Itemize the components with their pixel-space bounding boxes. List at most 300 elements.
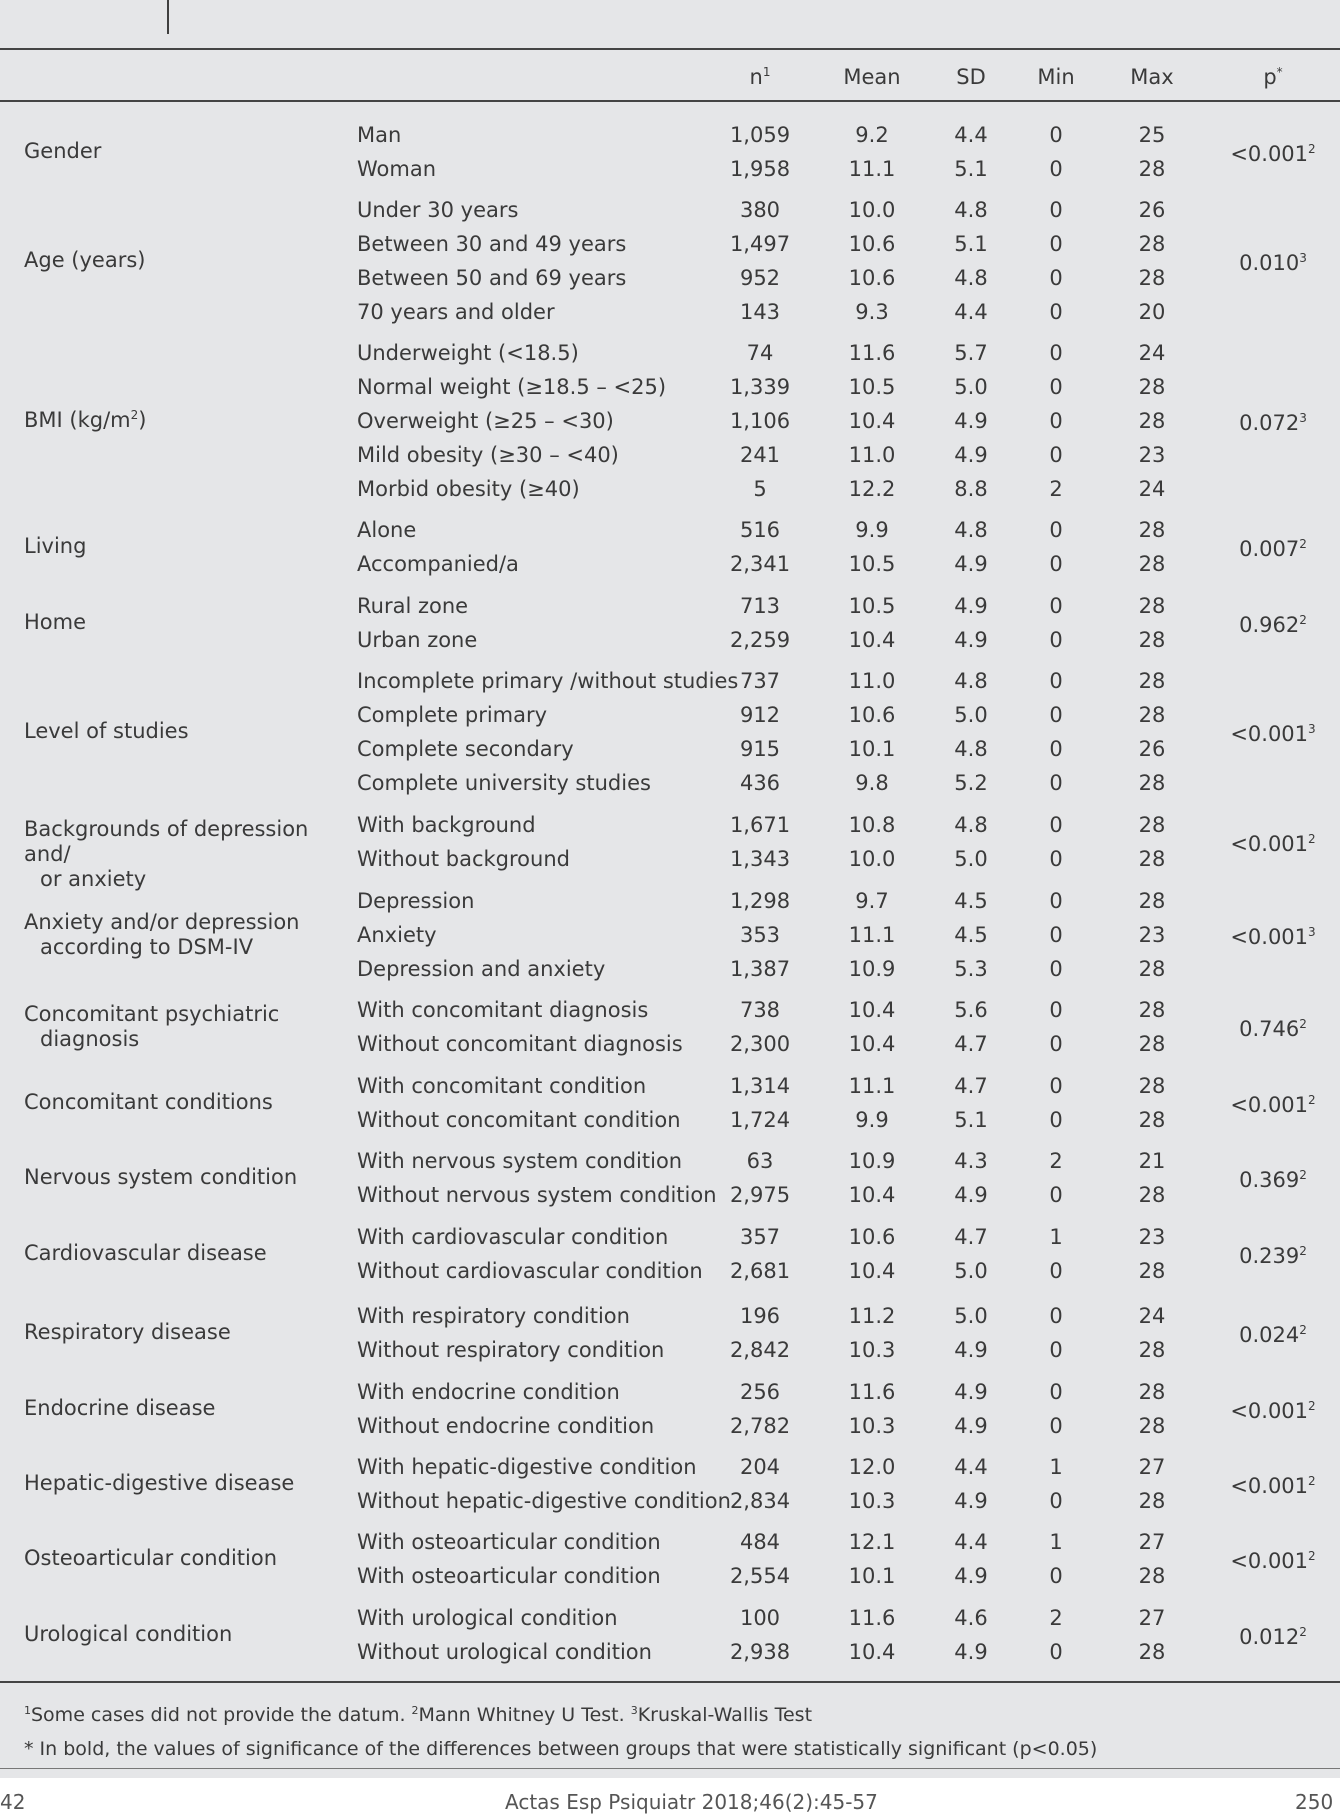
category-label-text: Urological condition (24, 1622, 233, 1646)
subgroup-label: With osteoarticular condition (357, 1530, 661, 1554)
cell-n: 737 (739, 669, 781, 693)
cell-min: 0 (1049, 1032, 1063, 1056)
cell-max: 28 (1138, 771, 1166, 795)
cell-mean: 9.8 (855, 771, 889, 795)
cell-mean: 9.9 (855, 518, 889, 542)
category-label (24, 910, 344, 960)
header-sd: SD (956, 65, 986, 89)
cell-max: 28 (1138, 1338, 1166, 1362)
cell-min: 0 (1049, 157, 1063, 181)
cell-sd: 4.4 (954, 1530, 988, 1554)
cell-mean: 11.6 (848, 1606, 896, 1630)
footnote-bold-note: * In bold, the values of significance of the differences between groups that were statistically significant (p<0.05) (24, 1738, 1098, 1760)
cell-n: 2,681 (729, 1259, 791, 1283)
category-label (24, 248, 344, 273)
subgroup-label: Alone (357, 518, 417, 542)
category-label (24, 817, 344, 892)
subgroup-label: Without urological condition (357, 1640, 652, 1664)
cell-min: 2 (1049, 1606, 1063, 1630)
cell-sd: 5.7 (954, 341, 988, 365)
cell-n: 100 (739, 1606, 781, 1630)
cell-min: 0 (1049, 123, 1063, 147)
cell-n: 952 (739, 266, 781, 290)
p-value-number: <0.001 (1230, 1474, 1309, 1498)
subgroup-label: Accompanied/a (357, 552, 519, 576)
cell-max: 27 (1138, 1606, 1166, 1630)
subgroup-label: Morbid obesity (≥40) (357, 477, 580, 501)
cell-mean: 10.4 (848, 409, 896, 433)
cell-n: 2,341 (729, 552, 791, 576)
category-label (24, 408, 344, 433)
p-value (1218, 1167, 1328, 1193)
p-value-number: 0.007 (1239, 537, 1300, 561)
cell-mean: 10.3 (848, 1338, 896, 1362)
p-value (1218, 141, 1328, 167)
cell-sd: 4.5 (954, 889, 988, 913)
category-label-end: ) (138, 408, 147, 432)
header-p: p* (1263, 65, 1283, 89)
cell-min: 0 (1049, 198, 1063, 222)
cell-max: 23 (1138, 443, 1166, 467)
cell-min: 0 (1049, 1108, 1063, 1132)
cell-max: 28 (1138, 266, 1166, 290)
category-label (24, 139, 344, 164)
cell-sd: 4.9 (954, 1183, 988, 1207)
cell-max: 20 (1138, 300, 1166, 324)
p-value-sup: 2 (1299, 1323, 1307, 1337)
p-value-number: <0.001 (1230, 832, 1309, 856)
cell-max: 24 (1138, 477, 1166, 501)
p-value-sup: 2 (1308, 1474, 1316, 1488)
cell-sd: 4.9 (954, 409, 988, 433)
p-value (1218, 1398, 1328, 1424)
cell-min: 0 (1049, 375, 1063, 399)
cell-n: 1,339 (729, 375, 791, 399)
cell-n: 2,842 (729, 1338, 791, 1362)
cell-min: 0 (1049, 628, 1063, 652)
cell-n: 353 (739, 923, 781, 947)
cell-sd: 4.7 (954, 1225, 988, 1249)
cell-min: 0 (1049, 813, 1063, 837)
cell-sd: 4.8 (954, 266, 988, 290)
subgroup-label: Complete secondary (357, 737, 574, 761)
cell-sd: 5.2 (954, 771, 988, 795)
cell-min: 0 (1049, 1074, 1063, 1098)
p-value-number: 0.010 (1239, 251, 1300, 275)
p-value (1218, 1243, 1328, 1269)
cell-max: 28 (1138, 232, 1166, 256)
p-value-sup: 3 (1299, 411, 1307, 425)
category-label-text: Gender (24, 139, 102, 163)
category-label-sup: 2 (130, 408, 139, 422)
cell-max: 28 (1138, 409, 1166, 433)
cell-min: 2 (1049, 477, 1063, 501)
p-value-sup: 2 (1299, 537, 1307, 551)
cell-min: 0 (1049, 1640, 1063, 1664)
cell-n: 1,497 (729, 232, 791, 256)
category-label (24, 1002, 344, 1052)
cell-mean: 10.1 (848, 737, 896, 761)
cell-n: 380 (739, 198, 781, 222)
cell-n: 1,958 (729, 157, 791, 181)
category-label-text: Osteoarticular condition (24, 1546, 278, 1570)
cell-n: 1,106 (729, 409, 791, 433)
cell-sd: 4.9 (954, 594, 988, 618)
cell-min: 0 (1049, 1259, 1063, 1283)
p-value-sup: 2 (1308, 142, 1316, 156)
cell-min: 0 (1049, 923, 1063, 947)
cell-n: 2,782 (729, 1414, 791, 1438)
p-value-sup: 2 (1299, 1625, 1307, 1639)
category-label (24, 534, 344, 559)
category-label (24, 1241, 344, 1266)
subgroup-label: With concomitant diagnosis (357, 998, 649, 1022)
cell-max: 28 (1138, 157, 1166, 181)
cell-min: 2 (1049, 1149, 1063, 1173)
cell-sd: 4.9 (954, 1564, 988, 1588)
cell-min: 0 (1049, 1304, 1063, 1328)
p-value (1218, 721, 1328, 747)
cell-sd: 4.9 (954, 443, 988, 467)
cell-min: 0 (1049, 266, 1063, 290)
cell-sd: 5.1 (954, 157, 988, 181)
cell-max: 21 (1138, 1149, 1166, 1173)
cell-sd: 4.4 (954, 1455, 988, 1479)
p-value (1218, 1473, 1328, 1499)
cell-min: 0 (1049, 1414, 1063, 1438)
cell-n: 196 (739, 1304, 781, 1328)
cell-max: 25 (1138, 123, 1166, 147)
cell-min: 0 (1049, 518, 1063, 542)
category-label-text: Hepatic-digestive disease (24, 1471, 295, 1495)
cell-max: 26 (1138, 198, 1166, 222)
cell-n: 2,938 (729, 1640, 791, 1664)
cell-mean: 10.0 (848, 847, 896, 871)
category-label (24, 1622, 344, 1647)
cell-max: 28 (1138, 552, 1166, 576)
cell-mean: 10.6 (848, 703, 896, 727)
cell-n: 2,834 (729, 1489, 791, 1513)
cell-max: 27 (1138, 1455, 1166, 1479)
subgroup-label: With cardiovascular condition (357, 1225, 669, 1249)
p-value-number: 0.012 (1239, 1625, 1300, 1649)
cell-sd: 4.5 (954, 923, 988, 947)
cell-mean: 10.3 (848, 1489, 896, 1513)
cell-max: 28 (1138, 1489, 1166, 1513)
cell-sd: 5.0 (954, 847, 988, 871)
category-label-text: Respiratory disease (24, 1320, 231, 1344)
cell-sd: 4.9 (954, 1489, 988, 1513)
subgroup-label: With concomitant condition (357, 1074, 647, 1098)
p-value (1218, 831, 1328, 857)
cell-sd: 5.1 (954, 232, 988, 256)
footnote-bottom-rule (0, 1768, 1340, 1769)
cell-max: 23 (1138, 1225, 1166, 1249)
category-label-line: diagnosis (40, 1027, 140, 1051)
p-value-number: 0.962 (1239, 613, 1300, 637)
p-value (1218, 1092, 1328, 1118)
p-value (1218, 1624, 1328, 1650)
subgroup-label: Anxiety (357, 923, 437, 947)
subgroup-label: Underweight (<18.5) (357, 341, 579, 365)
cell-max: 28 (1138, 998, 1166, 1022)
cell-mean: 10.4 (848, 628, 896, 652)
cell-sd: 5.0 (954, 1259, 988, 1283)
subgroup-label: With endocrine condition (357, 1380, 620, 1404)
cell-min: 0 (1049, 409, 1063, 433)
cell-n: 484 (739, 1530, 781, 1554)
cell-min: 0 (1049, 232, 1063, 256)
subgroup-label: Normal weight (≥18.5 – <25) (357, 375, 667, 399)
p-value-number: <0.001 (1230, 722, 1309, 746)
subgroup-label: Between 50 and 69 years (357, 266, 627, 290)
cell-min: 0 (1049, 594, 1063, 618)
category-label-line: Anxiety and/or depression (24, 910, 300, 934)
cell-sd: 4.9 (954, 1414, 988, 1438)
header-min: Min (1037, 65, 1075, 89)
subgroup-label: Incomplete primary /without studies (357, 669, 739, 693)
cell-n: 1,314 (729, 1074, 791, 1098)
cell-mean: 10.4 (848, 1640, 896, 1664)
p-value-sup: 2 (1299, 1017, 1307, 1031)
cell-sd: 5.0 (954, 1304, 988, 1328)
subgroup-label: Man (357, 123, 402, 147)
cell-sd: 4.8 (954, 813, 988, 837)
cell-sd: 4.7 (954, 1032, 988, 1056)
cell-mean: 11.0 (848, 443, 896, 467)
cell-sd: 4.4 (954, 300, 988, 324)
p-value-number: <0.001 (1230, 1549, 1309, 1573)
cell-n: 912 (739, 703, 781, 727)
cell-sd: 5.3 (954, 957, 988, 981)
category-label-text: Level of studies (24, 719, 189, 743)
cell-min: 0 (1049, 341, 1063, 365)
cell-mean: 10.4 (848, 1183, 896, 1207)
cell-n: 738 (739, 998, 781, 1022)
cell-sd: 5.0 (954, 375, 988, 399)
cell-max: 28 (1138, 1108, 1166, 1132)
cell-sd: 5.0 (954, 703, 988, 727)
cell-sd: 4.8 (954, 737, 988, 761)
cell-n: 2,259 (729, 628, 791, 652)
cell-sd: 4.9 (954, 628, 988, 652)
page-number-left: 42 (0, 1790, 26, 1814)
cell-mean: 10.4 (848, 998, 896, 1022)
subgroup-label: Depression and anxiety (357, 957, 606, 981)
cell-min: 0 (1049, 1338, 1063, 1362)
cell-max: 28 (1138, 957, 1166, 981)
cell-max: 24 (1138, 1304, 1166, 1328)
cell-mean: 9.3 (855, 300, 889, 324)
cell-mean: 10.6 (848, 232, 896, 256)
p-value-sup: 3 (1308, 722, 1316, 736)
cell-min: 1 (1049, 1225, 1063, 1249)
cell-n: 2,975 (729, 1183, 791, 1207)
table-top-rule (0, 48, 1340, 50)
cell-max: 28 (1138, 703, 1166, 727)
subgroup-label: Woman (357, 157, 437, 181)
cell-max: 28 (1138, 375, 1166, 399)
p-value-number: <0.001 (1230, 142, 1309, 166)
cell-min: 0 (1049, 1564, 1063, 1588)
category-label (24, 1090, 344, 1115)
cell-sd: 4.8 (954, 669, 988, 693)
subgroup-label: Urban zone (357, 628, 478, 652)
cell-sd: 4.7 (954, 1074, 988, 1098)
cell-min: 0 (1049, 957, 1063, 981)
cell-max: 28 (1138, 1183, 1166, 1207)
cell-n: 1,724 (729, 1108, 791, 1132)
subgroup-label: Without concomitant diagnosis (357, 1032, 683, 1056)
category-label (24, 1471, 344, 1496)
cell-mean: 12.0 (848, 1455, 896, 1479)
category-label-line: Concomitant psychiatric (24, 1002, 280, 1026)
category-label-text: Endocrine disease (24, 1396, 216, 1420)
cell-max: 28 (1138, 1380, 1166, 1404)
subgroup-label: Without nervous system condition (357, 1183, 717, 1207)
cell-max: 28 (1138, 1564, 1166, 1588)
cell-mean: 12.2 (848, 477, 896, 501)
cell-mean: 10.8 (848, 813, 896, 837)
cell-max: 28 (1138, 847, 1166, 871)
category-label-text: Cardiovascular disease (24, 1241, 267, 1265)
journal-citation: Actas Esp Psiquiatr 2018;46(2):45-57 (505, 1790, 878, 1814)
cell-max: 28 (1138, 813, 1166, 837)
cell-max: 28 (1138, 669, 1166, 693)
category-label-text: Home (24, 610, 87, 634)
cell-sd: 5.6 (954, 998, 988, 1022)
category-label (24, 1396, 344, 1421)
subgroup-label: Complete primary (357, 703, 548, 727)
subgroup-label: With respiratory condition (357, 1304, 630, 1328)
p-value-sup: 2 (1308, 1549, 1316, 1563)
cell-mean: 11.2 (848, 1304, 896, 1328)
cell-max: 28 (1138, 889, 1166, 913)
cell-mean: 9.9 (855, 1108, 889, 1132)
cell-max: 26 (1138, 737, 1166, 761)
p-value (1218, 1548, 1328, 1574)
category-label (24, 1320, 344, 1345)
p-value-number: 0.369 (1239, 1168, 1300, 1192)
p-value (1218, 612, 1328, 638)
cell-min: 0 (1049, 1380, 1063, 1404)
subgroup-label: Depression (357, 889, 475, 913)
p-value-sup: 2 (1299, 1168, 1307, 1182)
cell-n: 74 (746, 341, 774, 365)
subgroup-label: Without background (357, 847, 570, 871)
cell-sd: 4.6 (954, 1606, 988, 1630)
cell-mean: 10.3 (848, 1414, 896, 1438)
table-bottom-rule (0, 1681, 1340, 1683)
subgroup-label: 70 years and older (357, 300, 555, 324)
cell-n: 241 (739, 443, 781, 467)
cell-mean: 10.9 (848, 957, 896, 981)
p-value-number: 0.072 (1239, 411, 1300, 435)
cell-mean: 11.1 (848, 1074, 896, 1098)
subgroup-label: Between 30 and 49 years (357, 232, 627, 256)
p-value (1218, 536, 1328, 562)
cell-mean: 10.5 (848, 552, 896, 576)
cell-n: 1,343 (729, 847, 791, 871)
cell-sd: 8.8 (954, 477, 988, 501)
cell-n: 1,059 (729, 123, 791, 147)
cell-sd: 4.9 (954, 1380, 988, 1404)
subgroup-label: Mild obesity (≥30 – <40) (357, 443, 619, 467)
subgroup-label: Rural zone (357, 594, 469, 618)
p-value-sup: 2 (1299, 1244, 1307, 1258)
cell-max: 28 (1138, 518, 1166, 542)
cell-mean: 11.1 (848, 923, 896, 947)
p-value-number: <0.001 (1230, 1399, 1309, 1423)
category-label (24, 610, 344, 635)
subgroup-label: With background (357, 813, 536, 837)
cell-sd: 4.8 (954, 198, 988, 222)
p-value-number: <0.001 (1230, 925, 1309, 949)
cell-mean: 10.6 (848, 1225, 896, 1249)
cell-max: 28 (1138, 1414, 1166, 1438)
cell-min: 0 (1049, 703, 1063, 727)
category-label-text: Living (24, 534, 87, 558)
p-value-sup: 2 (1308, 1399, 1316, 1413)
cell-min: 0 (1049, 889, 1063, 913)
cell-n: 256 (739, 1380, 781, 1404)
cell-min: 0 (1049, 998, 1063, 1022)
cell-sd: 4.8 (954, 518, 988, 542)
cell-n: 1,298 (729, 889, 791, 913)
p-value (1218, 250, 1328, 276)
cell-n: 143 (739, 300, 781, 324)
subgroup-label: Overweight (≥25 – <30) (357, 409, 614, 433)
cell-max: 24 (1138, 341, 1166, 365)
subgroup-label: Under 30 years (357, 198, 519, 222)
cell-max: 27 (1138, 1530, 1166, 1554)
p-value-sup: 2 (1308, 832, 1316, 846)
cell-n: 5 (753, 477, 767, 501)
category-label (24, 1546, 344, 1571)
cell-mean: 10.5 (848, 594, 896, 618)
cell-min: 0 (1049, 1489, 1063, 1513)
category-label-line: according to DSM-IV (40, 935, 254, 959)
cell-mean: 9.7 (855, 889, 889, 913)
category-label-line: Backgrounds of depression and/ (24, 817, 309, 866)
cell-min: 0 (1049, 552, 1063, 576)
p-value-number: <0.001 (1230, 1093, 1309, 1117)
category-label-text: Age (years) (24, 248, 146, 272)
header-n: $n^1$ (749, 65, 771, 89)
p-value-sup: 3 (1308, 925, 1316, 939)
cell-min: 1 (1049, 1455, 1063, 1479)
category-label-line: or anxiety (40, 867, 147, 891)
p-value-sup: 2 (1308, 1093, 1316, 1107)
cell-mean: 10.6 (848, 266, 896, 290)
cell-sd: 4.9 (954, 552, 988, 576)
cell-mean: 11.1 (848, 157, 896, 181)
cell-n: 2,554 (729, 1564, 791, 1588)
cell-mean: 10.1 (848, 1564, 896, 1588)
p-value-sup: 3 (1299, 251, 1307, 265)
cell-n: 915 (739, 737, 781, 761)
cell-n: 713 (739, 594, 781, 618)
cell-sd: 4.4 (954, 123, 988, 147)
cell-mean: 11.0 (848, 669, 896, 693)
category-label-text: BMI (kg/m (24, 408, 131, 432)
p-value (1218, 924, 1328, 950)
cell-max: 28 (1138, 628, 1166, 652)
p-value (1218, 1322, 1328, 1348)
cell-mean: 9.2 (855, 123, 889, 147)
subgroup-label: Without concomitant condition (357, 1108, 681, 1132)
footnote-tests: $^1$Some cases did not provide the datum. $^2$Mann Whitney U Test. $^3$Kruskal-Wallis Test (24, 1704, 813, 1726)
